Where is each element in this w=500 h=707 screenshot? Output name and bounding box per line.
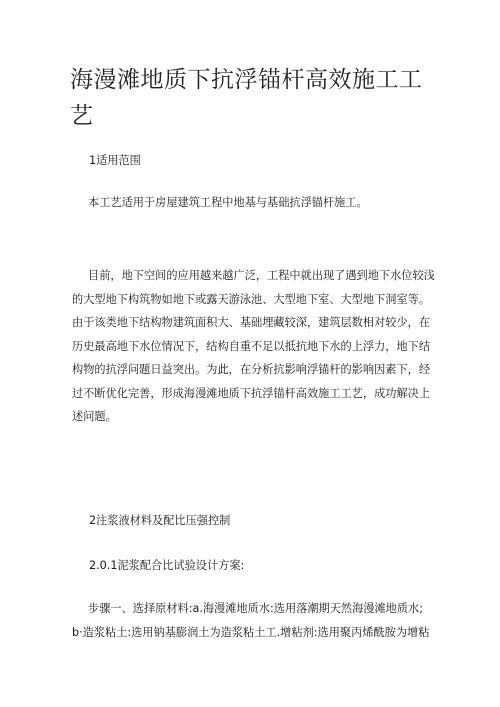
background-line: 述问题。	[72, 410, 117, 423]
background-line: 过不断优化完善，形成海漫滩地质下抗浮锚杆高效施工工艺，成功解决上	[72, 386, 431, 400]
title-line-1: 海漫滩地质下抗浮锚杆高效施工工	[70, 67, 423, 93]
step-line: 步骤一、选择原材料:a.海漫滩地质水:选用落潮期天然海漫滩地质水;	[88, 602, 423, 615]
background-line: 构物的抗浮问题日益突出。为此，在分析抗影响浮锚杆的影响因素下，经	[72, 363, 431, 376]
title-line-2: 艺	[70, 103, 94, 129]
document-title	[70, 62, 430, 134]
background-line: 历史最高地下水位情况下，结构自重不足以抵抗地下水的上浮力，地下结	[72, 339, 431, 353]
step-line: b·造浆粘土:选用钠基膨润土为造浆粘土工.增粘剂:选用聚丙烯酰胺为增粘	[72, 625, 430, 639]
background-paragraph	[72, 264, 435, 429]
section-2-heading: 2注浆液材料及配比压强控制	[89, 514, 231, 527]
step-paragraph	[72, 597, 432, 644]
background-line: 的大型地下构筑物如地下或露天游泳池、大型地下室、大型地下洞室等。	[72, 292, 431, 306]
background-line: 目前，地下空间的应用越来越广泛，工程中就出现了遇到地下水位较浅	[88, 269, 435, 282]
subsection-heading: 2.0.1泥浆配合比试验设计方案:	[89, 559, 245, 572]
scope-paragraph: 本工艺适用于房屋建筑工程中地基与基础抗浮锚杆施工。	[88, 196, 368, 209]
section-1-heading: 1适用范围	[89, 154, 141, 167]
background-line: 由于该类地下结构物建筑面积大、基础埋藏较深，建筑层数相对较少，在	[72, 316, 431, 329]
